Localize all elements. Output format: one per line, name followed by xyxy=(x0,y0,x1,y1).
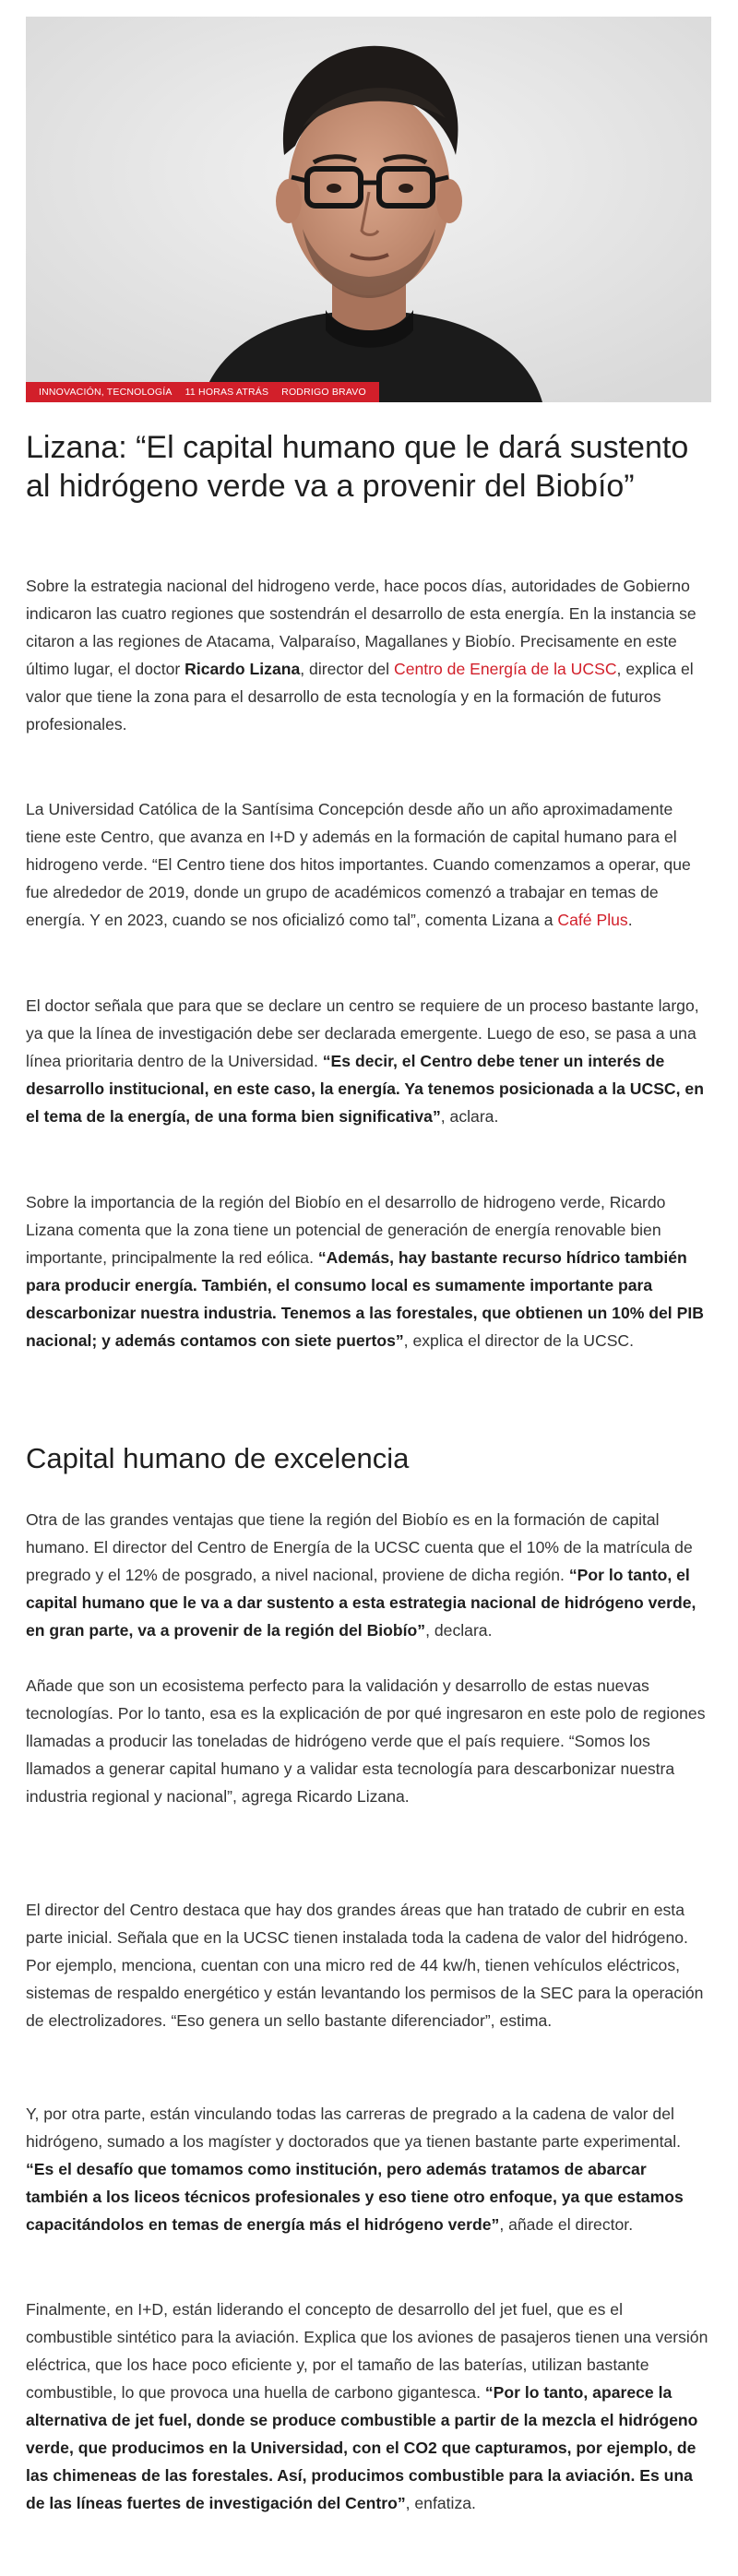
p4-text-a: Sobre la importancia de la región del Biobío en el desarrollo de hidrogeno verde, Ricardo Lizana comenta que la zona tiene un potencial de generación de energía renovable bien importante, principalmente la red eólica. xyxy=(26,1193,666,1267)
p8-text-a: Y, por otra parte, están vinculando todas las carreras de pregrado a la cadena de valor del hidrógeno, sumado a los magíster y doctorados que ya tienen bastante parte experimental. xyxy=(26,2105,682,2151)
portrait-illustration xyxy=(26,17,711,402)
p8-text-b: , añade el director. xyxy=(499,2215,634,2234)
article-title: Lizana: “El capital humano que le dará sustento al hidrógeno verde va a provenir del Biobío” xyxy=(26,430,689,504)
paragraph-7: El director del Centro destaca que hay dos grandes áreas que han tratado de cubrir en esta parte inicial. Señala que en la UCSC tienen instalada toda la cadena de valor del hidrógeno. Por ejemplo, menciona, cuentan con una micro red de 44 kw/h, tienen vehículos eléctricos, sistemas de respaldo energético y están levantando los permisos de la SEC para la operación de electrolizadores. “Eso genera un sello bastante diferenciador”, estima. xyxy=(26,1901,704,2030)
p1-name: Ricardo Lizana xyxy=(184,660,301,678)
p1-text-b: , director del xyxy=(300,660,394,678)
article-meta-bar xyxy=(26,382,379,402)
p5-text-a: Otra de las grandes ventajas que tiene la región del Biobío es en la formación de capital humano. El director del Centro de Energía de la UCSC cuenta que el 10% de la matrícula de pregrado y el 12% de posgrado, a nivel nacional, proviene de dicha región. xyxy=(26,1510,693,1584)
centro-energia-link[interactable]: Centro de Energía de la UCSC xyxy=(393,660,617,678)
p9-text-b: , enfatiza. xyxy=(405,2494,476,2512)
section-heading: Capital humano de excelencia xyxy=(26,1442,410,1474)
p2-text-a: La Universidad Católica de la Santísima Concepción desde año un año aproximadamente tiene este Centro, que avanza en I+D y además en la formación de capital humano para el hidrogeno verde. “El Centro tiene dos hitos importantes. Cuando comenzamos a operar, que fue alrededor de 2019, donde un grupo de académicos comenzó a trabajar en temas de energía. Y en 2023, cuando se nos oficializó como tal”, comenta Lizana a xyxy=(26,800,691,929)
hero-photo[interactable] xyxy=(26,17,711,402)
p9-text-a: Finalmente, en I+D, están liderando el concepto de desarrollo del jet fuel, que es el combustible sintético para la aviación. Explica que los aviones de pasajeros tienen una versión eléctrica, que los hace poco eficiente y, por el tamaño de las baterías, utilizan bastante combustible, lo que provoca una huella de carbono gigantesca. xyxy=(26,2300,708,2402)
p1-text-c: , explica el valor que tiene la zona para el desarrollo de esta tecnología y en la formación de futuros profesionales. xyxy=(26,660,694,733)
author-link[interactable]: RODRIGO BRAVO xyxy=(281,387,366,398)
paragraph-9 xyxy=(26,2296,712,2517)
p5-quote: “Por lo tanto, el capital humano que le va a dar sustento a esta estrategia nacional de hidrógeno verde, en gran parte, va a provenir de la región del Biobío” xyxy=(26,1566,696,1640)
paragraph-4 xyxy=(26,1188,712,1354)
paragraph-3 xyxy=(26,992,712,1130)
publish-time: 11 HORAS ATRÁS xyxy=(184,387,269,398)
paragraph-2 xyxy=(26,795,712,934)
cafe-plus-link[interactable]: Café Plus xyxy=(557,911,628,929)
paragraph-1 xyxy=(26,572,712,738)
paragraph-8 xyxy=(26,2100,712,2238)
p3-text-a: El doctor señala que para que se declare un centro se requiere de un proceso bastante largo, ya que la línea de investigación debe ser declarada emergente. Luego de eso, se pasa a una línea prioritaria dentro de la Universidad. xyxy=(26,996,699,1070)
p1-text-a: Sobre la estrategia nacional del hidrogeno verde, hace pocos días, autoridades de Gobierno indicaron las cuatro regiones que sostendrán el desarrollo de esta energía. En la instancia se citaron a las regiones de Atacama, Valparaíso, Magallanes y Biobío. Precisamente en este último lugar, el doctor xyxy=(26,577,696,678)
p9-quote: “Por lo tanto, aparece la alternativa de jet fuel, donde se produce combustible a partir de la mezcla el hidrógeno verde, que producimos en la Universidad, con el CO2 que capturamos, por ejemplo, de las chimeneas de las forestales. Así, producimos combustible para la aviación. Es una de las líneas fuertes de investigación del Centro” xyxy=(26,2383,698,2512)
p4-text-b: , explica el director de la UCSC. xyxy=(403,1331,635,1350)
paragraph-5 xyxy=(26,1506,712,1644)
p2-text-b: . xyxy=(627,911,633,929)
category-link[interactable]: INNOVACIÓN, TECNOLOGÍA xyxy=(39,387,173,398)
paragraph-6: Añade que son un ecosistema perfecto para la validación y desarrollo de estas nuevas tecnologías. Por lo tanto, esa es la explicación de por qué ingresaron en este polo de regiones llamadas a producir las toneladas de hidrógeno verde que el país requiere. “Somos los llamados a generar capital humano y a validar esta tecnología para descarbonizar nuestra industria regional y nacional”, agrega Ricardo Lizana. xyxy=(26,1676,706,1806)
p8-quote: “Es el desafío que tomamos como institución, pero además tratamos de abarcar también a los liceos técnicos profesionales y eso tiene otro enfoque, ya que estamos capacitándolos en temas de energía más el hidrógeno verde” xyxy=(26,2160,684,2234)
p3-quote: “Es decir, el Centro debe tener un interés de desarrollo institucional, en este caso, la energía. Ya tenemos posicionada a la UCSC, en el tema de la energía, de una forma bien significativa” xyxy=(26,1052,704,1126)
p5-text-b: , declara. xyxy=(425,1621,493,1640)
p4-quote: “Además, hay bastante recurso hídrico también para producir energía. También, el consumo local es sumamente importante para descarbonizar nuestra industria. Tenemos a las forestales, que obtienen un 10% del PIB nacional; y además contamos con siete puertos” xyxy=(26,1248,704,1350)
p3-text-b: , aclara. xyxy=(440,1107,499,1126)
